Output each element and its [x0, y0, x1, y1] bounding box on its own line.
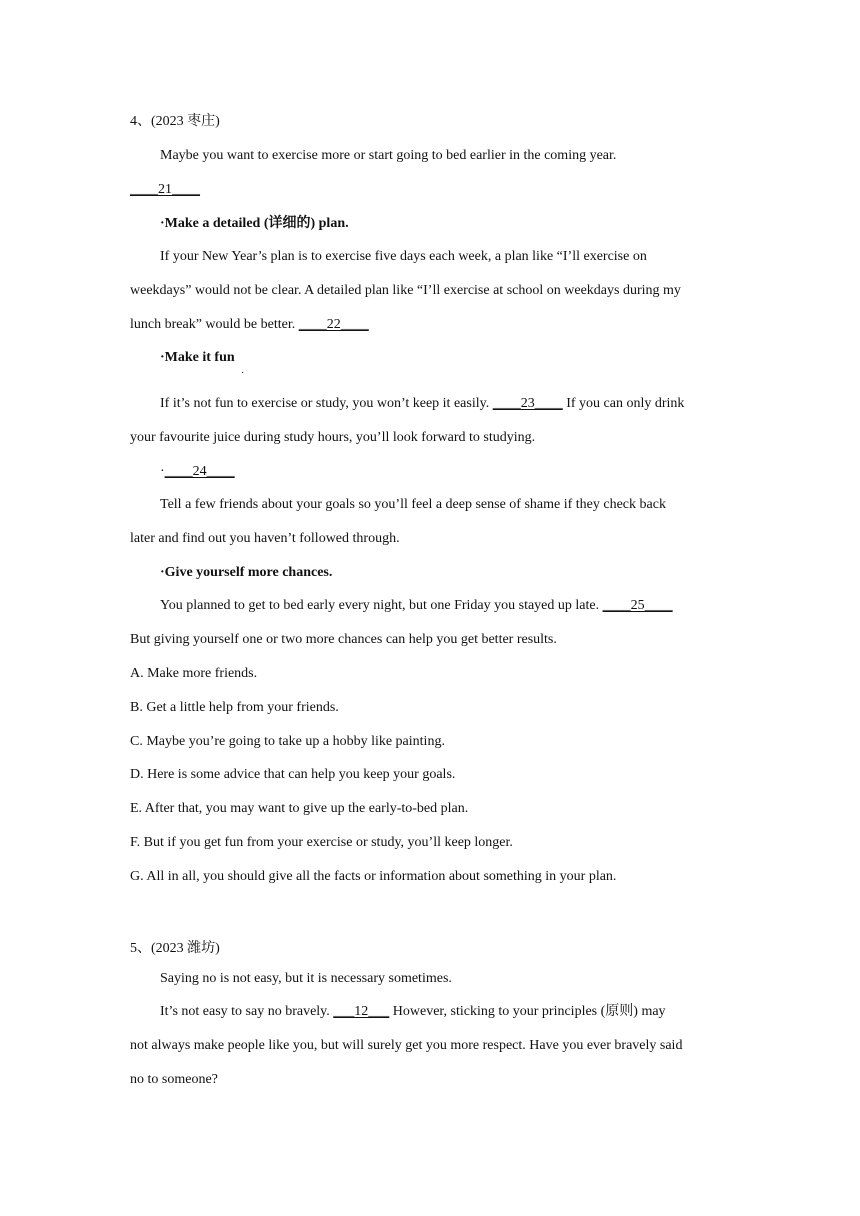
q4-paragraph-2-line-2: your favourite juice during study hours, you’ll look forward to studying.	[130, 430, 536, 445]
q4-paragraph-4-line-2: But giving yourself one or two more chances can help you get better results.	[130, 632, 557, 647]
q4-paragraph-3-line-1: Tell a few friends about your goals so you’ll feel a deep sense of shame if they check back	[160, 497, 666, 512]
blank-23: ____23____	[492, 396, 563, 411]
q4-paragraph-2-line-1	[160, 395, 684, 413]
heading-blank-24	[160, 463, 235, 481]
blank-12: ___12___	[333, 1004, 390, 1019]
heading-make-it-fun: ·Make it fun	[160, 350, 235, 365]
question-5-header: 5、(2023 潍坊)	[130, 941, 220, 956]
q4-paragraph-4-line-1	[160, 597, 673, 615]
option-g: G. All in all, you should give all the facts or information about something in your plan.	[130, 869, 617, 884]
q4-paragraph-4-line-1-text: You planned to get to bed early every night, but one Friday you stayed up late.	[160, 598, 600, 613]
q5-paragraph-1-line-1-text: It’s not easy to say no bravely.	[160, 1004, 330, 1019]
q5-intro: Saying no is not easy, but it is necessary sometimes.	[160, 971, 452, 986]
q4-paragraph-1-line-1: If your New Year’s plan is to exercise five days each week, a plan like “I’ll exercise on	[160, 249, 647, 264]
q4-paragraph-1-line-2: weekdays” would not be clear. A detailed plan like “I’ll exercise at school on weekdays during my	[130, 283, 681, 298]
q4-paragraph-1-line-3-text: lunch break” would be better.	[130, 317, 296, 332]
option-d: D. Here is some advice that can help you keep your goals.	[130, 767, 456, 782]
blank-22: ____22____	[298, 317, 369, 332]
q4-paragraph-2-line-1-text: If it’s not fun to exercise or study, you won’t keep it easily.	[160, 396, 490, 411]
q4-paragraph-2-line-1-after: If you can only drink	[566, 396, 685, 411]
option-a: A. Make more friends.	[130, 666, 258, 681]
blank-21	[130, 181, 200, 199]
stray-dot: ·	[241, 368, 245, 379]
blank-21-text: ____21____	[130, 182, 200, 197]
q4-intro: Maybe you want to exercise more or start going to bed earlier in the coming year.	[160, 148, 617, 163]
q5-paragraph-1-line-1-after: However, sticking to your principles (原则) may	[392, 1004, 666, 1019]
q5-paragraph-1-line-2: not always make people like you, but will surely get you more respect. Have you ever bravely said	[130, 1038, 683, 1053]
question-4-header: 4、(2023 枣庄)	[130, 114, 220, 129]
q4-paragraph-1-line-3	[130, 316, 369, 334]
blank-25: ____25____	[602, 598, 673, 613]
blank-24: ____24____	[164, 464, 235, 479]
q5-paragraph-1-line-3: no to someone?	[130, 1072, 218, 1087]
heading-more-chances: ·Give yourself more chances.	[160, 565, 333, 580]
q5-paragraph-1-line-1	[160, 1003, 666, 1021]
option-f: F. But if you get fun from your exercise or study, you’ll keep longer.	[130, 835, 513, 850]
option-c: C. Maybe you’re going to take up a hobby like painting.	[130, 734, 445, 749]
bullet-dot: ·	[160, 464, 165, 479]
option-e: E. After that, you may want to give up the early-to-bed plan.	[130, 801, 469, 816]
option-b: B. Get a little help from your friends.	[130, 700, 339, 715]
heading-detailed-plan: ·Make a detailed (详细的) plan.	[160, 216, 349, 231]
q4-paragraph-3-line-2: later and find out you haven’t followed through.	[130, 531, 400, 546]
